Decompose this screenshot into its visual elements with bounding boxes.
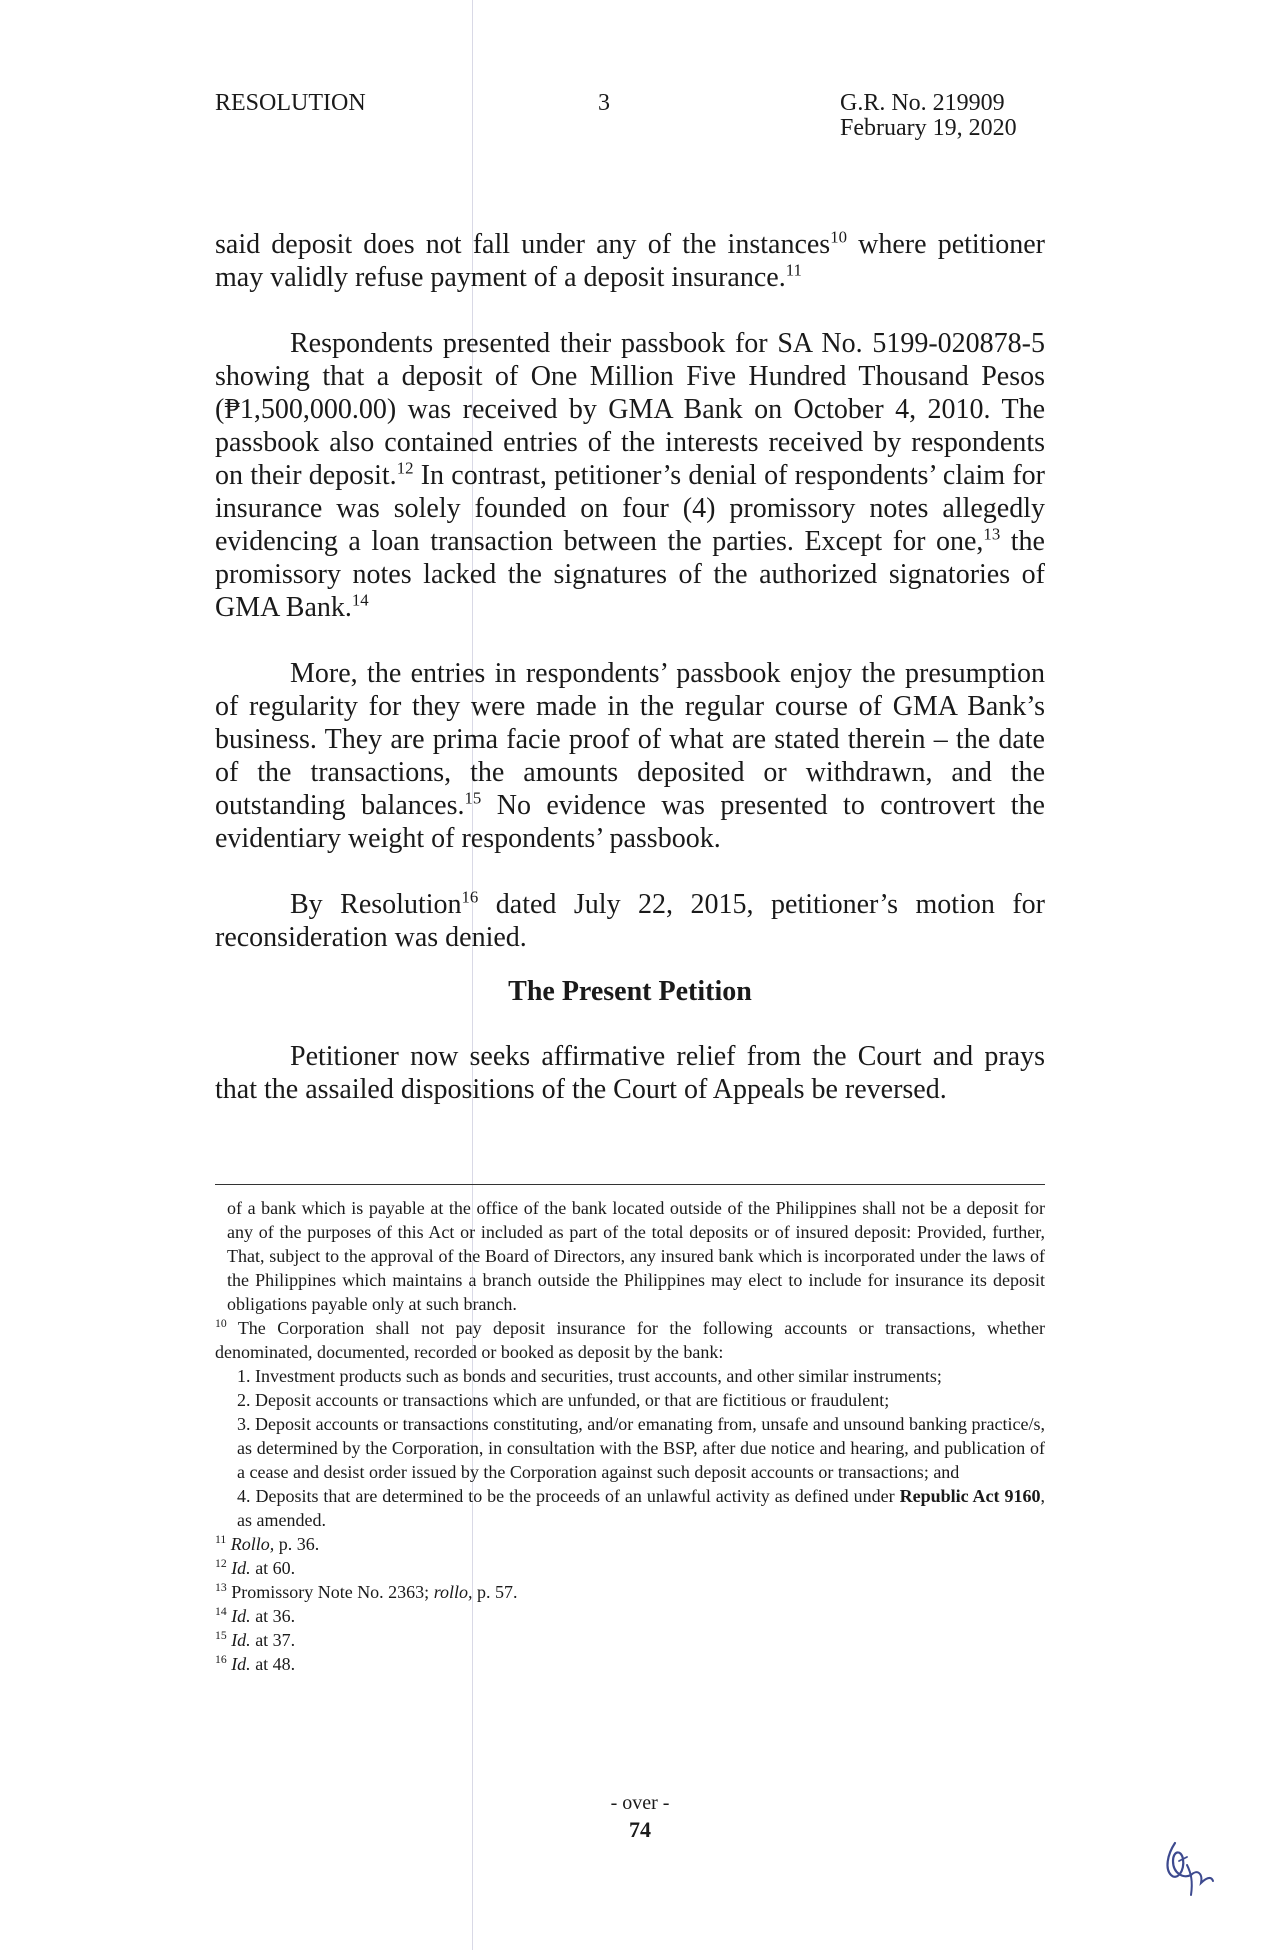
footnote-10: $^{10}$ The Corporation shall not pay deposit insurance for the following accounts or transactions, whether denominated, documented, recorded or booked as deposit by the bank: <box>215 1317 1045 1362</box>
header-page-number: 3 <box>598 90 610 116</box>
paragraph-1: said deposit does not fall under any of the instances$^{10}$ where petitioner may validly refuse payment of a deposit insurance.$^{11}$ <box>215 227 1046 293</box>
signature-initials <box>1157 1835 1217 1905</box>
footnote-ref-16: 16 <box>461 887 479 907</box>
footnote-16: $^{16}$ Id. at 48. <box>215 1653 296 1674</box>
footnote-11: $^{11}$ Rollo, p. 36. <box>215 1533 320 1554</box>
footnote-ref-10: 10 <box>830 227 847 247</box>
paragraph-4: By Resolution$^{16}$ dated July 22, 2015, petitioner’s motion for reconsideration was denied. <box>215 887 1045 953</box>
footnote-15: $^{15}$ Id. at 37. <box>215 1629 296 1650</box>
header-date: February 19, 2020 <box>840 115 1017 141</box>
footnote-ref-12: 12 <box>396 458 414 478</box>
footnote-10-item-1: 1. Investment products such as bonds and securities, trust accounts, and other similar instruments; <box>237 1366 942 1386</box>
footer-page-ref: 74 <box>629 1817 651 1842</box>
paragraph-5: Petitioner now seeks affirmative relief from the Court and prays that the assailed dispositions of the Court of Appeals be reversed. <box>215 1041 1045 1105</box>
header-case-number: G.R. No. 219909 <box>840 90 1005 116</box>
header-label: RESOLUTION <box>215 90 366 116</box>
footnote-10-item-4: 4. Deposits that are determined to be the proceeds of an unlawful activity as defined under Republic Act 9160, as amended. <box>237 1486 1045 1530</box>
footnote-divider <box>215 1184 1045 1185</box>
section-heading: The Present Petition <box>508 976 752 1007</box>
footnote-12: $^{12}$ Id. at 60. <box>215 1557 296 1578</box>
footnote-continuation: of a bank which is payable at the office of the bank located outside of the Philippines shall not be a deposit for any of the purposes of this Act or included as part of the total deposits or of insured deposit: Provided, further, That, subject to the approval of the Board of Directors, any insured bank which is incorporated under the laws of the Philippines which maintains a branch outside the Philippines may elect to include for insurance its deposit obligations payable only at such branch. <box>227 1198 1045 1314</box>
footnote-ref-11: 11 <box>785 260 802 280</box>
footnote-10-item-3: 3. Deposit accounts or transactions constituting, and/or emanating from, unsafe and unsound banking practice/s, as determined by the Corporation, in consultation with the BSP, after due notice and hearing, and publication of a cease and desist order issued by the Corporation against such deposit accounts or transactions; and <box>237 1414 1045 1482</box>
paragraph-2: Respondents presented their passbook for SA No. 5199-020878-5 showing that a deposit of One Million Five Hundred Thousand Pesos (₱1,500,000.00) was received by GMA Bank on October 4, 2010. The passbook also contained entries of the interests received by respondents on their deposit.$^{12}$ In contrast, petitioner’s denial of respondents’ claim for insurance was solely founded on four (4) promissory notes allegedly evidencing a loan transaction between the parties. Except for one,$^{13}$ the promissory notes lacked the signatures of the authorized signatories of GMA Bank.$^{14}$ <box>215 328 1045 623</box>
footnote-ref-14: 14 <box>351 590 369 610</box>
footnote-13: $^{13}$ Promissory Note No. 2363; rollo, p. 57. <box>215 1581 518 1602</box>
footnote-14: $^{14}$ Id. at 36. <box>215 1605 296 1626</box>
paragraph-3: More, the entries in respondents’ passbook enjoy the presumption of regularity for they were made in the regular course of GMA Bank’s business. They are prima facie proof of what are stated therein – the date of the transactions, the amounts deposited or withdrawn, and the outstanding balances.$^{15}$ No evidence was presented to controvert the evidentiary weight of respondents’ passbook. <box>215 658 1045 854</box>
footer-over: - over - <box>610 1792 670 1814</box>
footnote-ref-15: 15 <box>464 788 482 808</box>
body-text <box>215 228 1045 954</box>
body-text-after-heading <box>215 1040 1045 1106</box>
footnote-10-item-2: 2. Deposit accounts or transactions which are unfunded, or that are fictitious or fraudulent; <box>237 1390 890 1410</box>
footnote-ref-13: 13 <box>983 524 1001 544</box>
footnotes <box>215 1196 1045 1676</box>
